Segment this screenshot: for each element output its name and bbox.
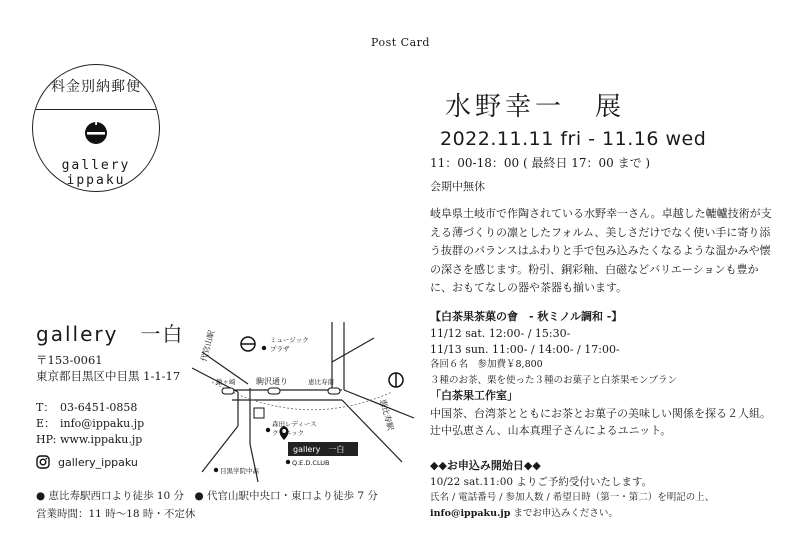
clinic-dot [266, 428, 270, 432]
exhibition-description: 岐阜県土岐市で作陶されている水野幸一さん。卓越した轆轤技術が支える薄づくりの凛としたフォルム、美しさだけでなく使い手に寄り添う抜群のバランスはふわりと手で包み込みたくなるような温かみや懐の深さを感じます。粉引、銅彩釉、白磁などバリエーションも豊かに、おもてなしの器や茶器も揃います。 [430, 207, 772, 294]
map-label-music-plaza-2: プラザ [270, 345, 290, 353]
ebisu-station-marker [389, 373, 403, 387]
postage-stamp [32, 64, 160, 192]
instagram-handle: gallery_ippaku [58, 455, 138, 469]
gallery-email-row [36, 416, 144, 432]
post-card-label: Post Card [371, 36, 430, 49]
map-label-qed: Q.E.D.CLUB [292, 459, 330, 467]
gallery-contact-block [36, 400, 144, 448]
shop-icon [254, 408, 264, 418]
map-label-gallery: gallery 一白 [293, 445, 345, 454]
music-plaza-dot [262, 346, 266, 350]
application-line-2: 氏名 / 電話番号 / 参加人数 / 希望日時（第一・第二）を明記の上、 [430, 492, 715, 503]
event-line-4: ３種のお茶、栗を使った３種のお菓子と白茶果モンブラン [430, 374, 678, 386]
komazawa-crossing [268, 388, 280, 394]
stamp-divider [33, 109, 159, 110]
map-label-ebisu: 恵比寿駅 [378, 398, 396, 432]
event-line-1: 11/12 sat. 12:00- / 15:30- [430, 327, 571, 340]
gallery-tel[interactable]: 03-6451-0858 [60, 401, 138, 414]
event-heading: 【白茶果茶菓の會 - 秋ミノル調和 -】 [430, 310, 623, 323]
map-label-clinic-2: クリニック [272, 429, 305, 437]
event-line-2: 11/13 sun. 11:00- / 14:00- / 17:00- [430, 342, 620, 356]
map-label-ebisu-minami: 恵比寿南 [308, 378, 334, 386]
application-heading: ◆◆お申込み開始日◆◆ [430, 459, 541, 472]
ippaku-logo-icon [83, 120, 109, 146]
map-label-school: 目黒学院中高 [220, 467, 259, 475]
gallery-tel-row [36, 400, 144, 416]
ebisu-minami-crossing [328, 388, 340, 394]
gallery-email-link[interactable]: info@ippaku.jp [60, 417, 145, 430]
tel-label: T： [36, 401, 55, 414]
gallery-postal-code: 〒153-0061 [36, 353, 103, 367]
map-label-daikanyama: 代官山駅 [199, 329, 217, 363]
event-line-3: 各回６名 参加費￥8,800 [430, 359, 543, 370]
stamp-fee-text: 料金別納郵便 [51, 79, 141, 95]
access-map [192, 322, 424, 482]
qed-dot [286, 460, 290, 464]
map-label-komazawa: 駒沢通り [256, 377, 288, 386]
gallery-access: ● 恵比寿駅西口より徒歩 10 分 ● 代官山駅中央口・東口より徒歩 7 分 [36, 490, 378, 502]
application-line-3-suffix: までお申込みください。 [510, 508, 618, 519]
daikanyama-station-marker [241, 337, 255, 351]
gallery-name: gallery 一白 [36, 322, 185, 346]
map-label-sarugaku: 鎗ヶ崎 [216, 378, 236, 386]
exhibition-dates: 2022.11.11 fri - 11.16 wed [440, 128, 707, 150]
railway-line [212, 382, 392, 410]
exhibition-closed-note: 会期中無休 [430, 180, 485, 193]
web-label: HP: [36, 433, 57, 446]
instagram-icon [36, 455, 50, 469]
workshop-heading: 「白茶果工作室」 [430, 389, 518, 402]
gallery-address: 東京都目黒区中目黒 1-1-17 [36, 369, 181, 383]
email-label: E： [36, 417, 56, 430]
application-line-3 [430, 506, 775, 522]
gallery-address-block [36, 352, 180, 384]
sarugaku-crossing [222, 388, 234, 394]
workshop-text: 中国茶、台湾茶とともにお茶とお菓子の美味しい関係を探る２人組。辻中弘恵さん、山本真理子さんによるユニット。 [430, 407, 771, 437]
exhibition-title: 水野幸一 展 [445, 92, 626, 122]
gallery-web-row [36, 432, 144, 448]
application-email-link[interactable]: info@ippaku.jp [430, 508, 511, 519]
gallery-business-hours: 営業時間：11 時〜18 時・不定休 [36, 508, 196, 520]
map-label-clinic-1: 森田レディース [272, 420, 317, 428]
stamp-gallery-name: gallery ippaku [61, 158, 131, 188]
application-text [430, 474, 775, 522]
map-label-music-plaza-1: ミュージック [270, 336, 309, 344]
application-line-1: 10/22 sat.11:00 よりご予約受付いたします。 [430, 476, 653, 488]
event-details [430, 326, 677, 388]
gallery-web-link[interactable]: www.ippaku.jp [60, 433, 143, 446]
exhibition-hours: 11：00-18：00 ( 最終日 17：00 まで ) [430, 156, 651, 170]
school-dot [214, 468, 218, 472]
instagram-row[interactable] [36, 455, 138, 469]
